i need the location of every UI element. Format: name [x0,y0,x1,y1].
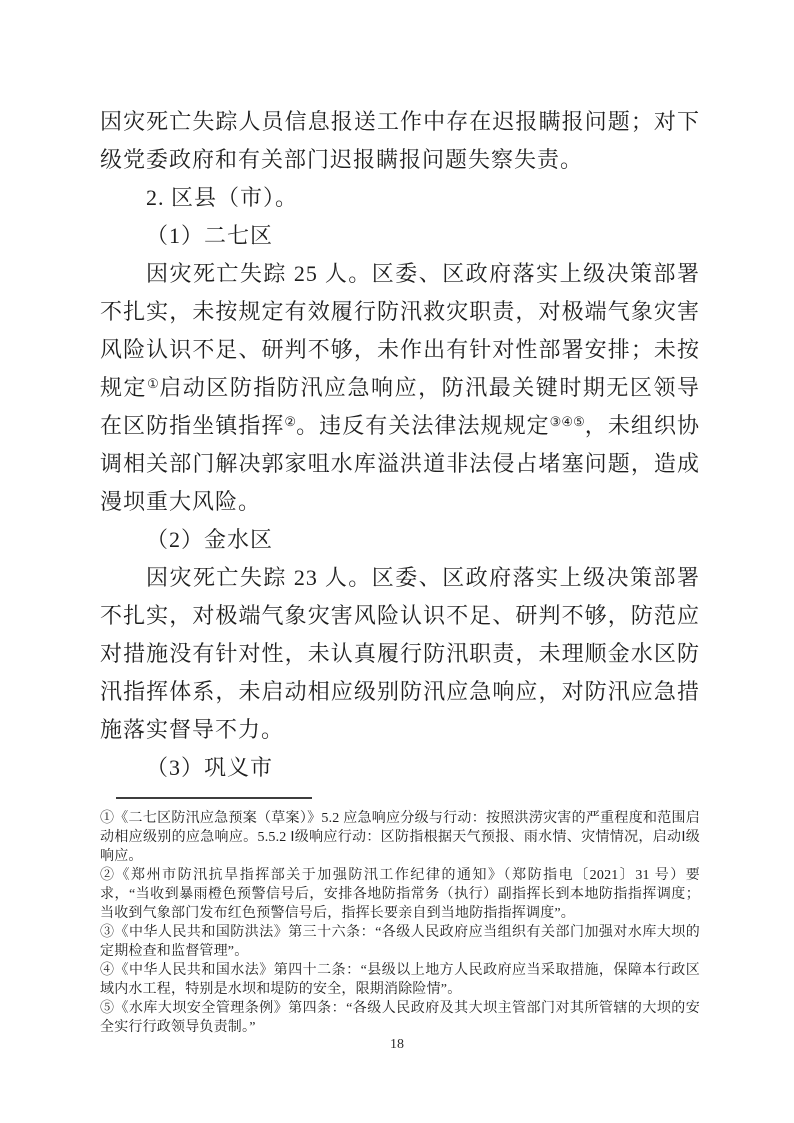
para-subsection-2-jinshui-heading: （2）金水区 [146,527,274,552]
footnote-2: ②《郑州市防汛抗旱指挥部关于加强防汛工作纪律的通知》（郑防指电〔2021〕31 号）要求，“当收到暴雨橙色预警信号后，安排各地防指常务（执行）副指挥长到本地防指指挥调度；当收到气象部门发布红色预警信号后，指挥长要亲自到当地防指指挥调度”。 [100,868,700,921]
page-number: 18 [390,1037,404,1052]
text-run: 。违反有关法律法规规定 [296,413,550,438]
para-section-2-heading: 2. 区县（市）。 [146,185,299,210]
para-subsection-1-erqi-heading: （1）二七区 [146,223,274,248]
footnote-ref-3-4-5: ③④⑤ [549,414,585,429]
para-subsection-3-gongyi-heading: （3）巩义市 [146,755,274,780]
footnote-4: ④《中华人民共和国水法》第四十二条：“县级以上地方人民政府应当采取措施，保障本行政区域内水工程，特别是水坝和堤防的安全，限期消除险情”。 [100,963,700,997]
text-run: 因灾死亡失踪 25 人。区委、区政府落实上级决策部署不扎实，未按规定有效履行防汛救灾职责，对极端气象灾害风险认识不足、研判不够，未作出有针对性部署安排；未按规定 [100,261,700,400]
footnote-3: ③《中华人民共和国防洪法》第三十六条：“各级人民政府应当组织有关部门加强对水库大坝的定期检查和监督管理”。 [100,925,700,959]
footnote-separator-rule [116,797,312,799]
text-run: 启动区防指防汛应急响应，防汛最关键时期无区领导在区防指坐镇指挥 [100,375,700,438]
text-run: ，未组织协调相关部门解决郭家咀水库溢洪道非法侵占堵塞问题，造成漫坝重大风险。 [100,413,700,514]
para-continued-from-previous-page: 因灾死亡失踪人员信息报送工作中存在迟报瞒报问题；对下级党委政府和有关部门迟报瞒报问题失察失责。 [100,109,700,172]
footnote-area [100,797,700,1037]
footnote-5: ⑤《水库大坝安全管理条例》第四条：“各级人民政府及其大坝主管部门对其所管辖的大坝的安全实行行政领导负责制。” [100,1001,700,1035]
body-text-block [100,103,700,787]
footnote-ref-2: ② [284,414,297,429]
footnote-1: ①《二七区防汛应急预案（草案）》5.2 应急响应分级与行动：按照洪涝灾害的严重程度和范围启动相应级别的应急响应。5.5.2 Ⅰ级响应行动：区防指根据天气预报、雨水情、灾情情况，启动Ⅰ级响应。 [100,811,700,864]
para-erqi-district-detail [100,255,700,521]
footnote-ref-1: ① [147,376,160,391]
para-jinshui-district-detail: 因灾死亡失踪 23 人。区委、区政府落实上级决策部署不扎实，对极端气象灾害风险认识不足、研判不够，防范应对措施没有针对性，未认真履行防汛职责，未理顺金水区防汛指挥体系，未启动相应级别防汛应急响应，对防汛应急措施落实督导不力。 [100,565,700,742]
